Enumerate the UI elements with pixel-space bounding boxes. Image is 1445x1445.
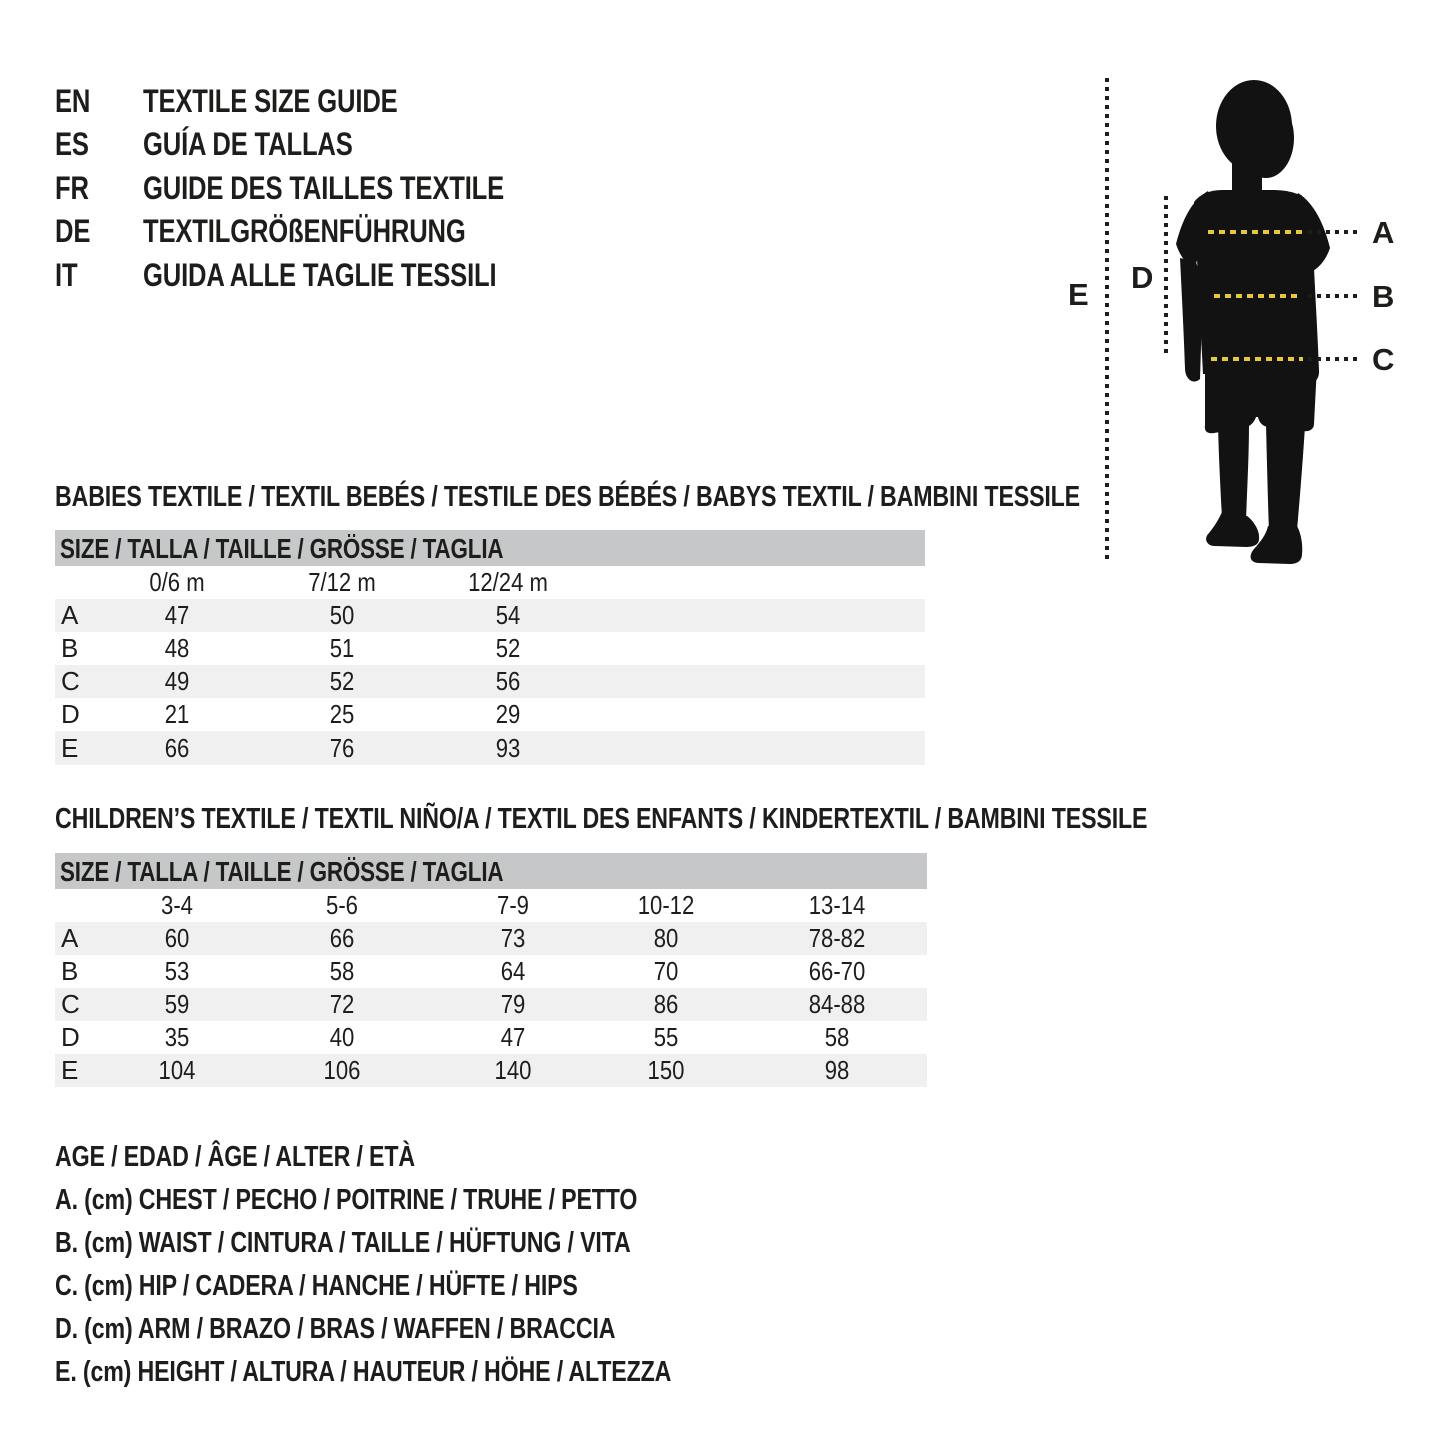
babies-row-e [55, 731, 925, 765]
cell: 64 [500, 956, 526, 986]
lang-code-es: ES [55, 126, 89, 162]
cell: 66 [164, 733, 190, 763]
legend-line-hip: C. (cm) HIP / CADERA / HANCHE / HÜFTE / HIPS [55, 1270, 578, 1302]
children-size-header-bar: SIZE / TALLA / TAILLE / GRÖSSE / TAGLIA [55, 853, 927, 889]
figure-left-foot [1206, 512, 1259, 547]
cell: 104 [158, 1055, 196, 1085]
babies-size-header-bar: SIZE / TALLA / TAILLE / GRÖSSE / TAGLIA [55, 530, 925, 566]
waist-measure-dashes-b [1214, 294, 1300, 298]
cell: 66 [329, 923, 355, 953]
cell: 55 [653, 1022, 679, 1052]
cell: 76 [329, 733, 355, 763]
cell: 50 [329, 600, 355, 630]
row-label: D [61, 1022, 80, 1052]
babies-table [55, 530, 925, 765]
cell: 93 [495, 733, 521, 763]
babies-col-head-0: 0/6 m [149, 567, 205, 597]
cell: 56 [495, 666, 521, 696]
babies-row-c [55, 665, 925, 698]
cell: 80 [653, 923, 679, 953]
lang-code-fr: FR [55, 170, 89, 206]
cell: 58 [329, 956, 355, 986]
children-row-d [55, 1021, 927, 1054]
row-label: B [61, 956, 79, 986]
measure-label-a: A [1372, 215, 1395, 250]
children-section-title: CHILDREN’S TEXTILE / TEXTIL NIÑO/A / TEXTIL DES ENFANTS / KINDERTEXTIL / BAMBINI TESSILE [55, 803, 1148, 835]
waist-leader-dots-b [1308, 294, 1362, 298]
legend-line-height: E. (cm) HEIGHT / ALTURA / HAUTEUR / HÖHE / ALTEZZA [55, 1356, 672, 1388]
cell: 79 [500, 989, 526, 1019]
cell: 35 [164, 1022, 190, 1052]
children-col-head-3: 10-12 [637, 890, 695, 920]
children-col-head-1: 5-6 [326, 890, 358, 920]
cell: 48 [164, 633, 190, 663]
children-row-e [55, 1054, 927, 1087]
figure-right-foot [1251, 526, 1303, 564]
cell: 86 [653, 989, 679, 1019]
cell: 47 [500, 1022, 526, 1052]
cell: 51 [329, 633, 355, 663]
cell: 53 [164, 956, 190, 986]
lang-code-it: IT [55, 257, 78, 293]
cell: 49 [164, 666, 190, 696]
figure-shorts [1205, 366, 1317, 433]
child-silhouette [1172, 76, 1338, 572]
cell: 78-82 [808, 923, 866, 953]
babies-col-head-1: 7/12 m [308, 567, 376, 597]
cell: 70 [653, 956, 679, 986]
children-row-b [55, 955, 927, 988]
children-col-head-4: 13-14 [808, 890, 866, 920]
chest-leader-dots-a [1308, 230, 1362, 234]
row-label: C [61, 666, 80, 696]
row-label: D [61, 699, 80, 729]
cell: 40 [329, 1022, 355, 1052]
cell: 98 [824, 1055, 850, 1085]
cell: 59 [164, 989, 190, 1019]
lang-code-en: EN [55, 83, 91, 119]
measure-label-b: B [1372, 279, 1395, 314]
legend-line-arm: D. (cm) ARM / BRAZO / BRAS / WAFFEN / BRACCIA [55, 1313, 616, 1345]
legend-line-waist: B. (cm) WAIST / CINTURA / TAILLE / HÜFTUNG / VITA [55, 1227, 631, 1259]
cell: 66-70 [808, 956, 866, 986]
row-label: B [61, 633, 79, 663]
lang-title-it: GUIDA ALLE TAGLIE TESSILI [143, 257, 497, 293]
cell: 52 [329, 666, 355, 696]
measure-label-e: E [1068, 277, 1089, 312]
cell: 106 [323, 1055, 361, 1085]
babies-section-title: BABIES TEXTILE / TEXTIL BEBÉS / TESTILE DES BÉBÉS / BABYS TEXTIL / BAMBINI TESSILE [55, 481, 1081, 513]
row-label: A [61, 600, 79, 630]
figure-right-leg [1266, 424, 1305, 532]
children-row-c [55, 988, 927, 1021]
lang-title-fr: GUIDE DES TAILLES TEXTILE [143, 170, 505, 206]
row-label: C [61, 989, 80, 1019]
figure-left-leg [1218, 424, 1249, 521]
lang-row-es [55, 127, 405, 171]
lang-row-de [55, 214, 546, 258]
cell: 47 [164, 600, 190, 630]
babies-row-a [55, 599, 925, 632]
row-label: E [61, 733, 79, 763]
cell: 72 [329, 989, 355, 1019]
cell: 73 [500, 923, 526, 953]
children-col-head-0: 3-4 [161, 890, 193, 920]
cell: 25 [329, 699, 355, 729]
hip-leader-dots-c [1308, 357, 1362, 361]
arm-measure-line-d [1164, 196, 1168, 354]
lang-title-en: TEXTILE SIZE GUIDE [143, 83, 398, 119]
children-table [55, 853, 927, 1087]
chest-measure-dashes-a [1208, 230, 1304, 234]
cell: 54 [495, 600, 521, 630]
row-label: E [61, 1055, 79, 1085]
children-row-a [55, 922, 927, 955]
cell: 29 [495, 699, 521, 729]
cell: 52 [495, 633, 521, 663]
row-label: A [61, 923, 79, 953]
measure-label-c: C [1372, 342, 1395, 377]
cell: 84-88 [808, 989, 866, 1019]
babies-column-header-row [55, 566, 925, 599]
lang-title-es: GUÍA DE TALLAS [143, 126, 353, 162]
lang-row-en [55, 84, 461, 128]
babies-row-b [55, 632, 925, 665]
lang-row-it [55, 258, 585, 302]
legend-line-chest: A. (cm) CHEST / PECHO / POITRINE / TRUHE / PETTO [55, 1184, 638, 1216]
legend-line-age: AGE / EDAD / ÂGE / ALTER / ETÀ [55, 1141, 415, 1173]
figure-left-arm [1180, 258, 1203, 382]
lang-row-fr [55, 171, 594, 215]
cell: 60 [164, 923, 190, 953]
lang-title-de: TEXTILGRÖßENFÜHRUNG [143, 213, 466, 249]
lang-code-de: DE [55, 213, 91, 249]
children-col-head-2: 7-9 [497, 890, 529, 920]
babies-row-d [55, 698, 925, 731]
hip-measure-dashes-c [1211, 357, 1303, 361]
cell: 58 [824, 1022, 850, 1052]
cell: 21 [164, 699, 190, 729]
babies-col-head-2: 12/24 m [468, 567, 548, 597]
measure-label-d: D [1131, 260, 1154, 295]
cell: 150 [647, 1055, 685, 1085]
cell: 140 [494, 1055, 532, 1085]
children-column-header-row [55, 889, 927, 922]
